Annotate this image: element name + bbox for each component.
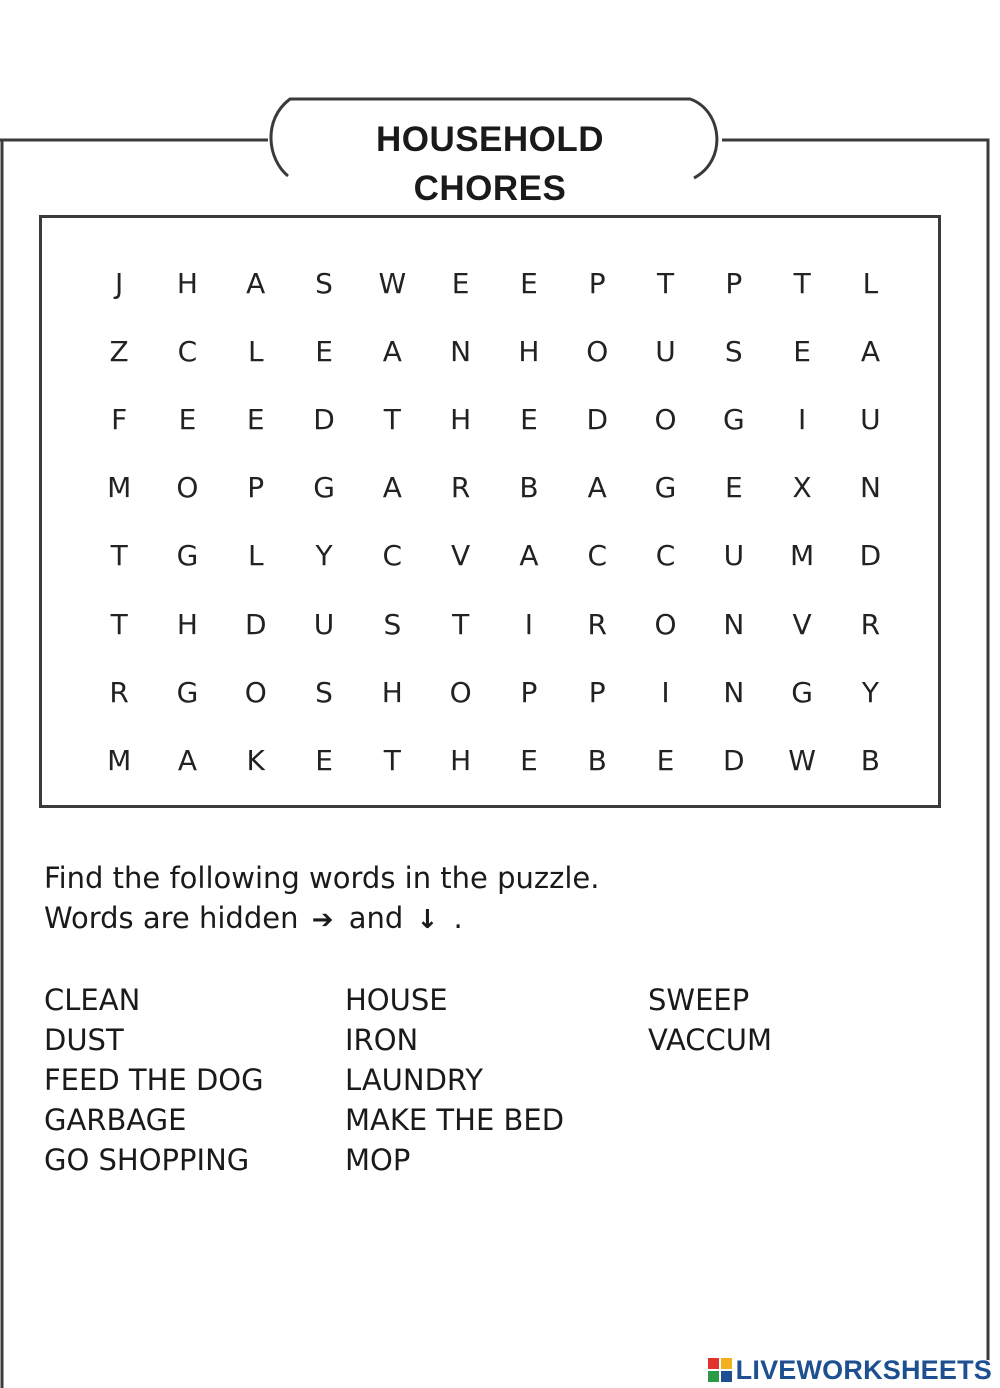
- grid-letter: R: [109, 675, 129, 709]
- grid-letter: E: [520, 743, 538, 777]
- grid-letter: L: [247, 334, 264, 368]
- page-title-line2: CHORES: [413, 169, 567, 208]
- word-list-column-3: [648, 980, 772, 1060]
- grid-letter: O: [244, 675, 267, 709]
- grid-letter: K: [246, 743, 265, 777]
- grid-letter: B: [860, 743, 881, 777]
- word-item: SWEEP: [648, 983, 750, 1017]
- grid-letter: G: [176, 675, 199, 709]
- grid-letter: E: [724, 471, 743, 505]
- grid-letter: D: [244, 607, 267, 641]
- grid-letter: G: [722, 402, 745, 436]
- grid-letter: G: [313, 471, 335, 505]
- grid-letter: A: [860, 334, 880, 368]
- grid-letter: C: [587, 539, 607, 573]
- grid-letter: E: [520, 402, 538, 436]
- grid-letter: G: [176, 539, 199, 573]
- grid-letter: U: [313, 607, 335, 641]
- grid-letter: I: [797, 402, 807, 436]
- word-item: GO SHOPPING: [44, 1143, 250, 1177]
- grid-letter: H: [176, 607, 198, 641]
- grid-letter: D: [313, 402, 335, 436]
- word-item: FEED THE DOG: [44, 1063, 264, 1097]
- grid-letter: L: [862, 266, 879, 300]
- grid-letter: E: [315, 743, 333, 777]
- instruction-and: and: [348, 901, 404, 935]
- grid-letter: S: [315, 675, 333, 709]
- word-item: GARBAGE: [44, 1103, 187, 1137]
- grid-letter: L: [247, 539, 264, 573]
- grid-letter: D: [859, 539, 882, 573]
- grid-letter: C: [177, 334, 198, 368]
- grid-letter: H: [381, 675, 403, 709]
- grid-letter: O: [176, 471, 199, 505]
- grid-letter: M: [107, 471, 132, 505]
- word-item: MOP: [345, 1143, 411, 1177]
- grid-letter: U: [723, 539, 745, 573]
- grid-letter: P: [247, 471, 265, 505]
- instruction-line-1: Find the following words in the puzzle.: [44, 861, 600, 895]
- grid-letter: H: [450, 402, 472, 436]
- grid-letter: O: [654, 607, 677, 641]
- word-item: VACCUM: [648, 1023, 773, 1057]
- grid-letter: R: [860, 607, 881, 641]
- grid-letter: H: [450, 743, 472, 777]
- grid-letter: B: [587, 743, 607, 777]
- grid-letter: T: [452, 607, 470, 641]
- word-item: CLEAN: [44, 983, 141, 1017]
- grid-letter: G: [791, 675, 813, 709]
- page-title-line1: HOUSEHOLD: [375, 120, 605, 159]
- grid-letter: W: [788, 743, 816, 777]
- grid-letter: E: [451, 266, 470, 300]
- logo-text: LIVEWORKSHEETS: [735, 1354, 992, 1385]
- grid-letter: T: [110, 607, 128, 641]
- grid-letter: U: [655, 334, 676, 368]
- grid-letter: D: [723, 743, 745, 777]
- word-item: LAUNDRY: [345, 1063, 483, 1097]
- word-list-column-1: [44, 980, 264, 1180]
- grid-letter: E: [246, 402, 265, 436]
- instruction-line-2: [44, 898, 463, 940]
- word-list-column-2: [345, 980, 564, 1180]
- grid-letter: P: [725, 266, 743, 300]
- grid-letter: B: [519, 471, 539, 505]
- liveworksheets-logo-icon: [708, 1358, 732, 1382]
- word-item: IRON: [345, 1023, 419, 1057]
- grid-letter: A: [177, 743, 198, 777]
- grid-letter: W: [378, 266, 407, 300]
- grid-letter: P: [520, 675, 538, 709]
- grid-letter: A: [382, 471, 402, 505]
- grid-letter: A: [519, 539, 539, 573]
- grid-letter: M: [790, 539, 815, 573]
- grid-letter: S: [724, 334, 743, 368]
- grid-letter: C: [655, 539, 676, 573]
- grid-letter: X: [792, 471, 812, 505]
- grid-letter: H: [176, 266, 198, 300]
- instruction-suffix: .: [453, 901, 463, 935]
- grid-letter: C: [382, 539, 403, 573]
- grid-letter: E: [520, 266, 538, 300]
- grid-letter: O: [586, 334, 609, 368]
- grid-letter: I: [661, 675, 670, 709]
- grid-letter: E: [656, 743, 675, 777]
- grid-letter: Y: [861, 675, 879, 709]
- grid-letter: N: [450, 334, 472, 368]
- grid-letter: F: [111, 402, 128, 436]
- grid-letter: T: [656, 266, 675, 300]
- grid-letter: T: [793, 266, 811, 300]
- word-item: DUST: [44, 1023, 124, 1057]
- grid-letter: V: [451, 539, 471, 573]
- grid-letter: T: [383, 743, 401, 777]
- grid-letter: N: [723, 607, 745, 641]
- grid-letter: G: [654, 471, 677, 505]
- grid-letter: M: [107, 743, 132, 777]
- word-item: HOUSE: [345, 983, 448, 1017]
- instruction-prefix: Words are hidden: [44, 901, 299, 935]
- grid-letter: O: [449, 675, 472, 709]
- grid-letter: E: [793, 334, 811, 368]
- grid-letter: R: [450, 471, 471, 505]
- grid-letter: N: [723, 675, 745, 709]
- arrow-down-icon: ↓: [416, 905, 439, 935]
- word-item: MAKE THE BED: [345, 1103, 565, 1137]
- grid-letter: R: [587, 607, 607, 641]
- arrow-right-icon: ➔: [311, 905, 334, 935]
- liveworksheets-logo[interactable]: [708, 1356, 992, 1384]
- grid-letter: N: [859, 471, 881, 505]
- grid-letter: P: [588, 266, 606, 300]
- grid-letter: E: [178, 402, 197, 436]
- grid-letter: T: [110, 539, 128, 573]
- grid-letter: E: [315, 334, 333, 368]
- grid-letter: O: [654, 402, 677, 436]
- grid-letter: Y: [315, 539, 333, 573]
- word-search-grid: [85, 249, 905, 795]
- grid-letter: A: [246, 266, 266, 300]
- grid-letter: S: [383, 607, 402, 641]
- grid-letter: A: [587, 471, 607, 505]
- grid-letter: A: [382, 334, 402, 368]
- grid-letter: J: [115, 266, 124, 300]
- grid-letter: T: [383, 402, 401, 436]
- grid-letter: V: [792, 607, 812, 641]
- grid-letter: P: [588, 675, 606, 709]
- grid-letter: D: [586, 402, 608, 436]
- grid-letter: Z: [109, 334, 129, 368]
- grid-letter: I: [524, 607, 534, 641]
- grid-letter: U: [860, 402, 881, 436]
- grid-letter: H: [518, 334, 540, 368]
- grid-letter: S: [315, 266, 333, 300]
